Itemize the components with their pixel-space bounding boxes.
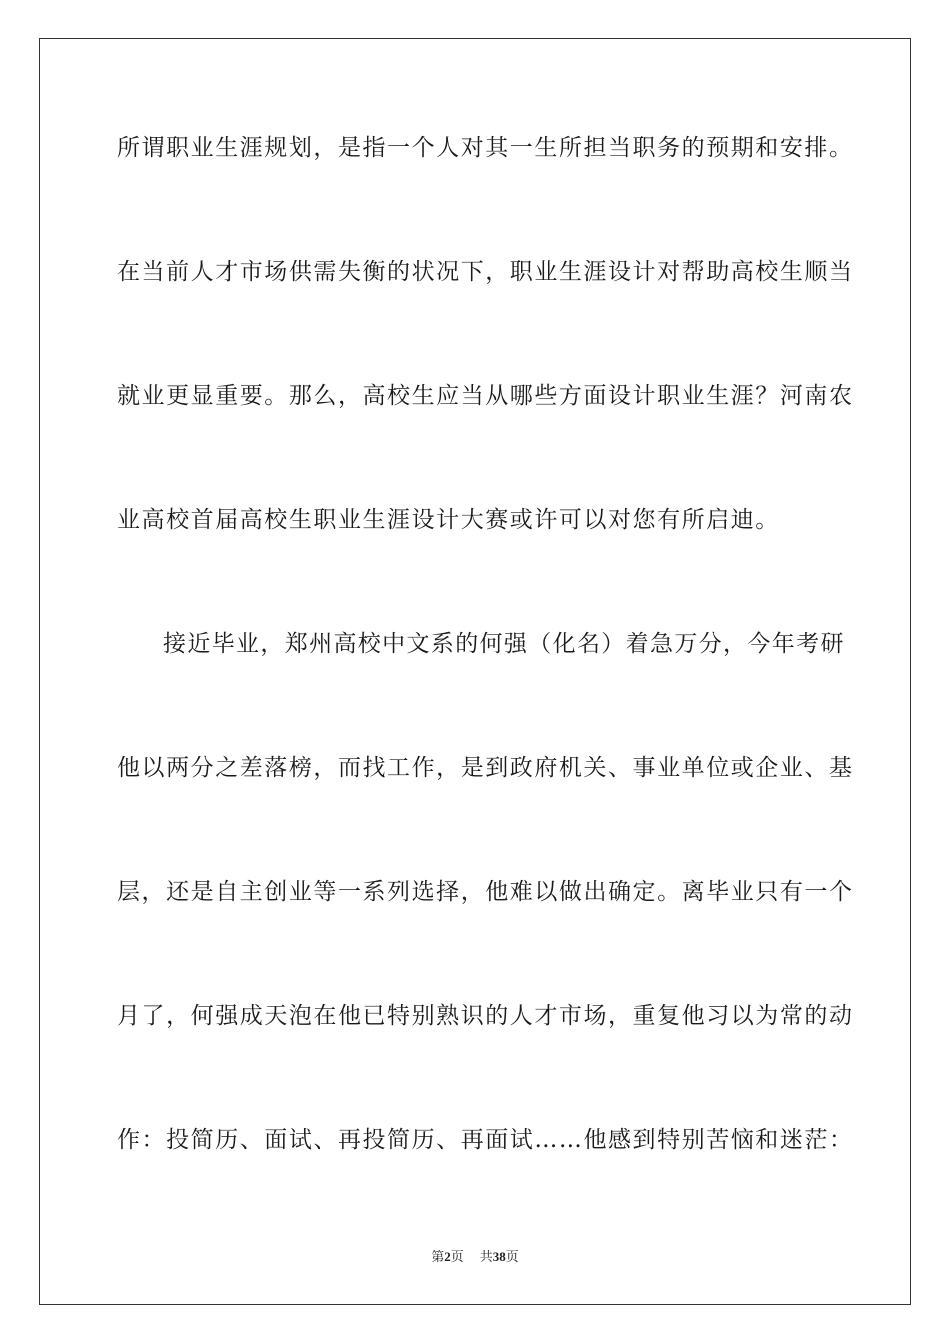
total-suffix: 页 — [505, 1250, 519, 1265]
total-prefix: 共 — [479, 1250, 493, 1265]
text-line-7: 层，还是自主创业等一系列选择，他难以做出确定。离毕业只有一个 — [117, 879, 854, 905]
page-suffix: 页 — [450, 1250, 464, 1265]
page-footer — [0, 1246, 950, 1265]
text-line-1: 所谓职业生涯规划，是指一个人对其一生所担当职务的预期和安排。 — [117, 135, 854, 161]
text-line-3: 就业更显重要。那么，高校生应当从哪些方面设计职业生涯？河南农 — [117, 383, 854, 409]
total-pages: 38 — [492, 1249, 506, 1264]
page-border — [39, 38, 911, 1305]
page-number: 2 — [444, 1249, 451, 1264]
page-prefix: 第 — [431, 1250, 445, 1265]
text-line-8: 月了，何强成天泡在他已特别熟识的人才市场，重复他习以为常的动 — [117, 1003, 854, 1029]
text-line-6: 他以两分之差落榜，而找工作，是到政府机关、事业单位或企业、基 — [117, 755, 854, 781]
text-line-9: 作：投简历、面试、再投简历、再面试……他感到特别苦恼和迷茫： — [117, 1127, 854, 1153]
text-line-5: 接近毕业，郑州高校中文系的何强（化名）着急万分，今年考研 — [163, 631, 845, 657]
text-line-2: 在当前人才市场供需失衡的状况下，职业生涯设计对帮助高校生顺当 — [117, 259, 854, 285]
text-line-4: 业高校首届高校生职业生涯设计大赛或许可以对您有所启迪。 — [117, 507, 780, 533]
